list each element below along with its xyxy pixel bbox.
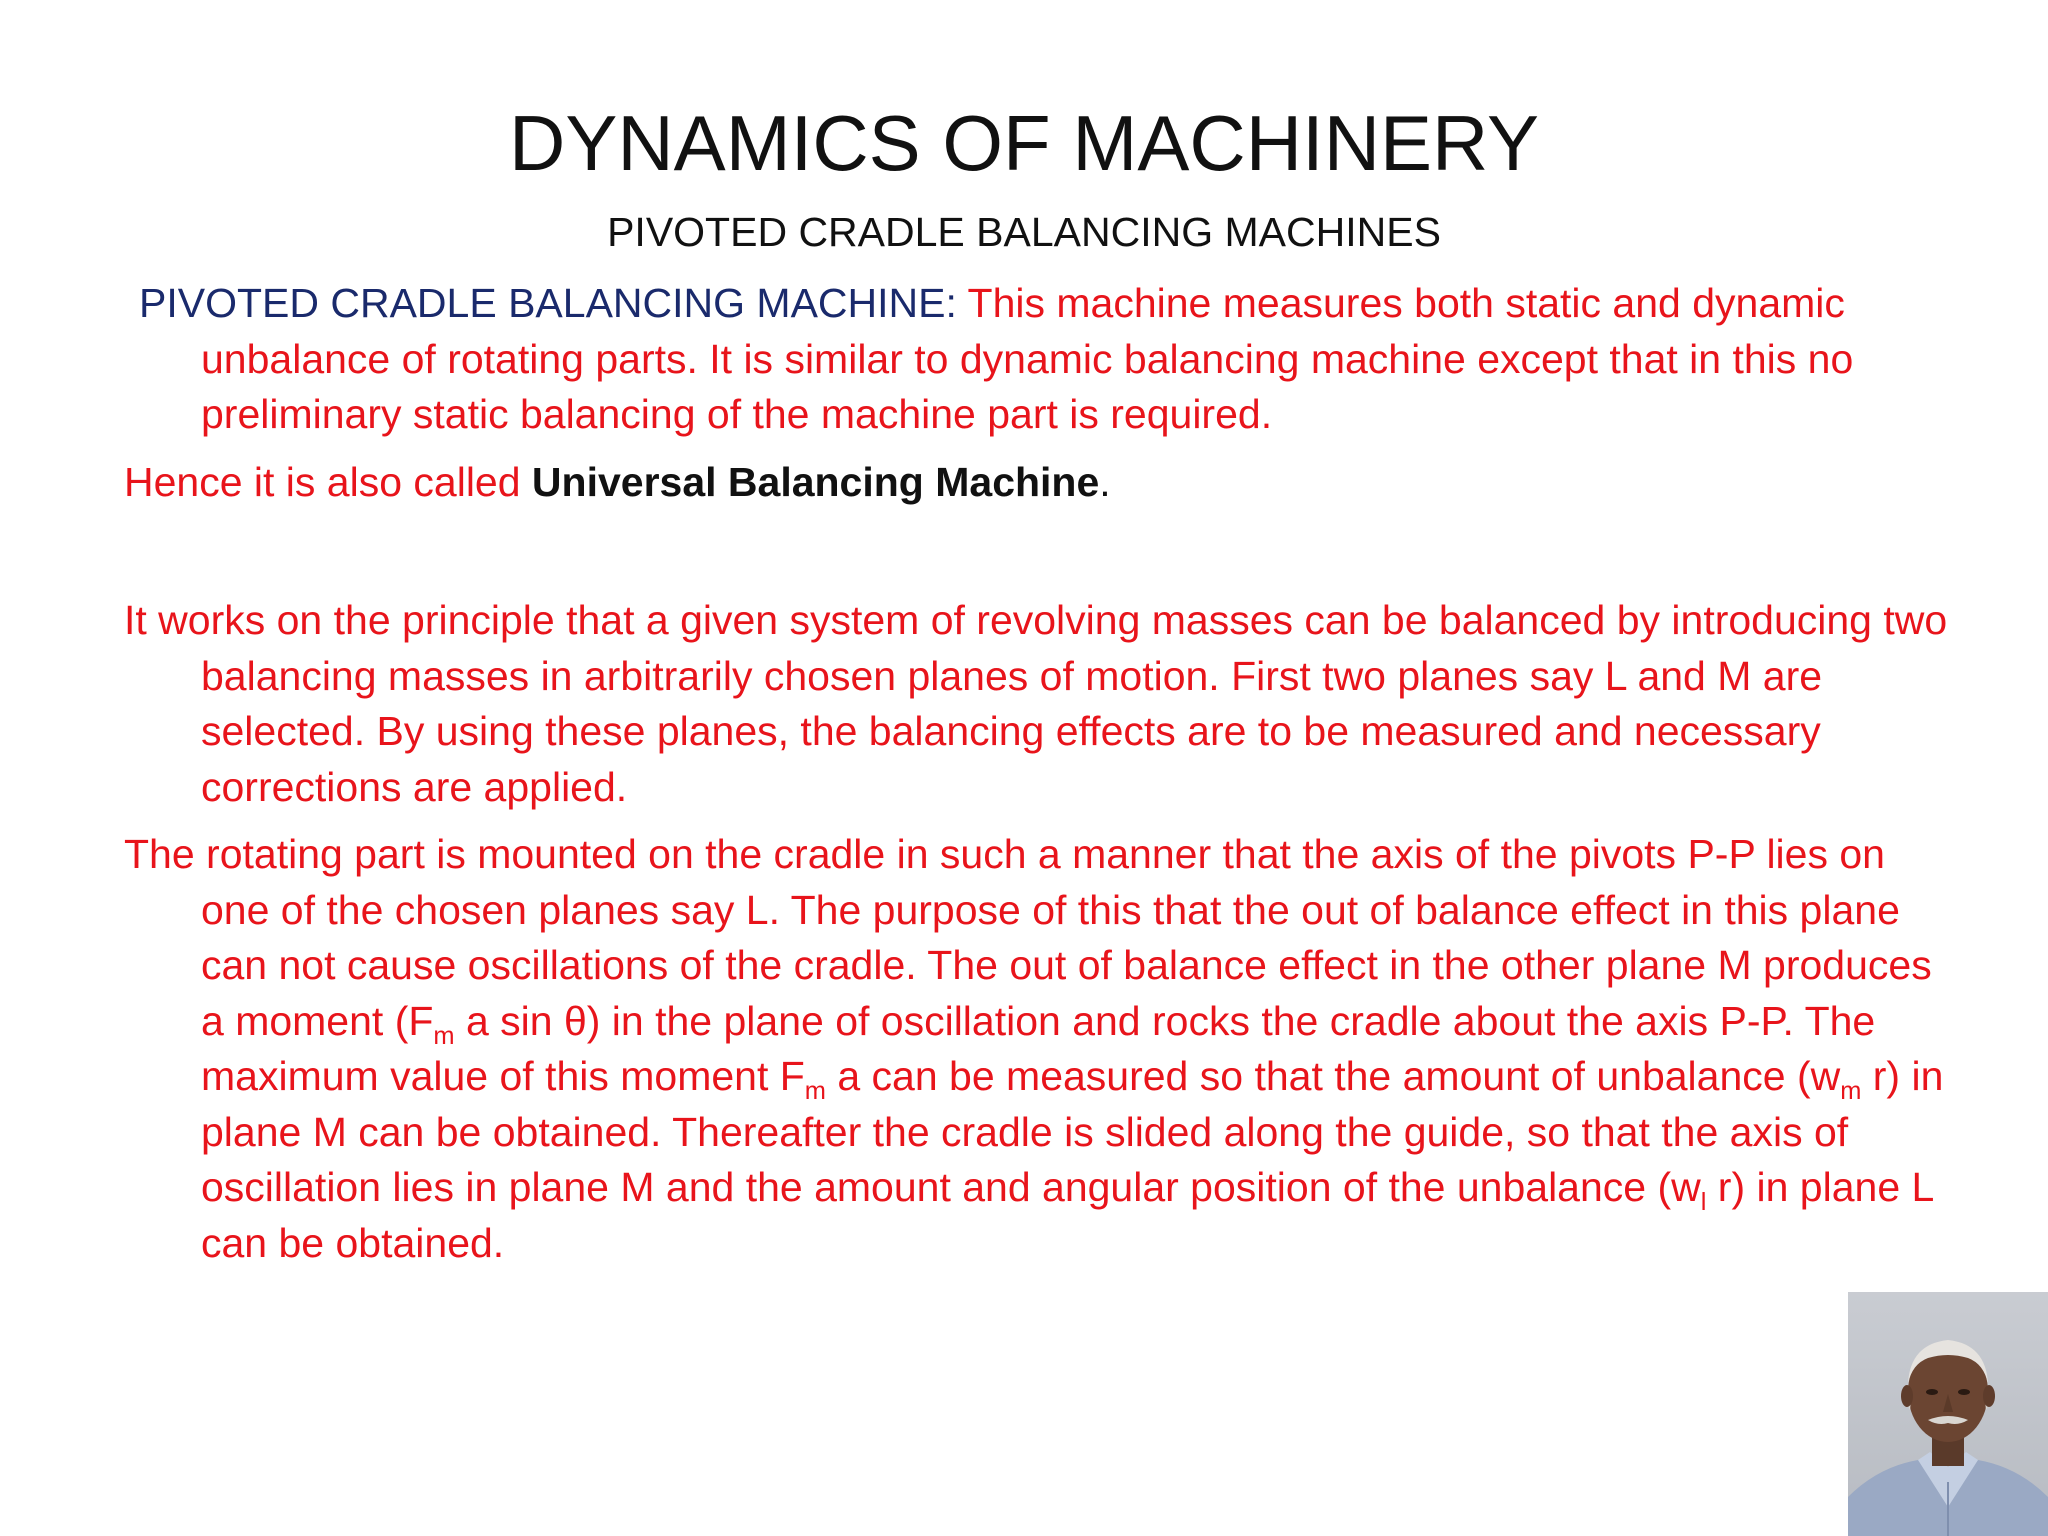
procedure-sub-4: l [1700,1187,1707,1216]
procedure-sub-3: m [1840,1076,1862,1105]
paragraph-definition [124,276,1954,443]
definition-lead: PIVOTED CRADLE BALANCING MACHINE: [139,280,957,326]
procedure-sub-1: m [433,1021,455,1050]
paragraph-universal [124,455,1954,511]
universal-term: Universal Balancing Machine [531,458,1100,505]
presenter-photo [1848,1292,2048,1536]
principle-text: It works on the principle that a given system of revolving masses can be balanced by introducing two balancing masses in arbitrarily chosen planes of motion. First two planes say L and M are selected. By using these planes, the balancing effects are to be measured and necessary corrections are applied. [124,597,1948,810]
slide-subtitle: PIVOTED CRADLE BALANCING MACHINES [607,209,1441,255]
procedure-text-1: The rotating part is mounted on the cradle in such a manner that the axis of the pivots P-P lies on one of the chosen planes say L. The purpose of this that the out of balance effect in this plane can not cause oscillations of the cradle. The out of balance effect in the other plane M produces a moment (F [124,831,1932,1044]
universal-text: Hence it is also called [124,458,532,505]
presenter-photo-icon [1848,1292,2048,1536]
slide-body [124,276,1954,1271]
procedure-text-3: a can be measured so that the amount of unbalance (w [825,1053,1841,1099]
procedure-text-2: a sin θ) in the plane of oscillation and rocks the cradle about the axis P-P. The maximum value of this moment F [201,997,1876,1099]
procedure-sub-2: m [804,1076,826,1105]
paragraph-procedure [124,827,1954,1271]
procedure-text-5: r) in plane L can be obtained. [201,1164,1933,1266]
paragraph-principle [124,593,1954,815]
slide-title: DYNAMICS OF MACHINERY [509,99,1539,187]
procedure-text-4: r) in plane M can be obtained. Thereafter the cradle is slided along the guide, so that the axis of oscillation lies in plane M and the amount and angular position of the unbalance (w [201,1053,1944,1210]
definition-text: This machine measures both static and dynamic unbalance of rotating parts. It is similar to dynamic balancing machine except that in this no preliminary static balancing of the machine part is required. [201,280,1854,437]
universal-end: . [1099,458,1111,505]
